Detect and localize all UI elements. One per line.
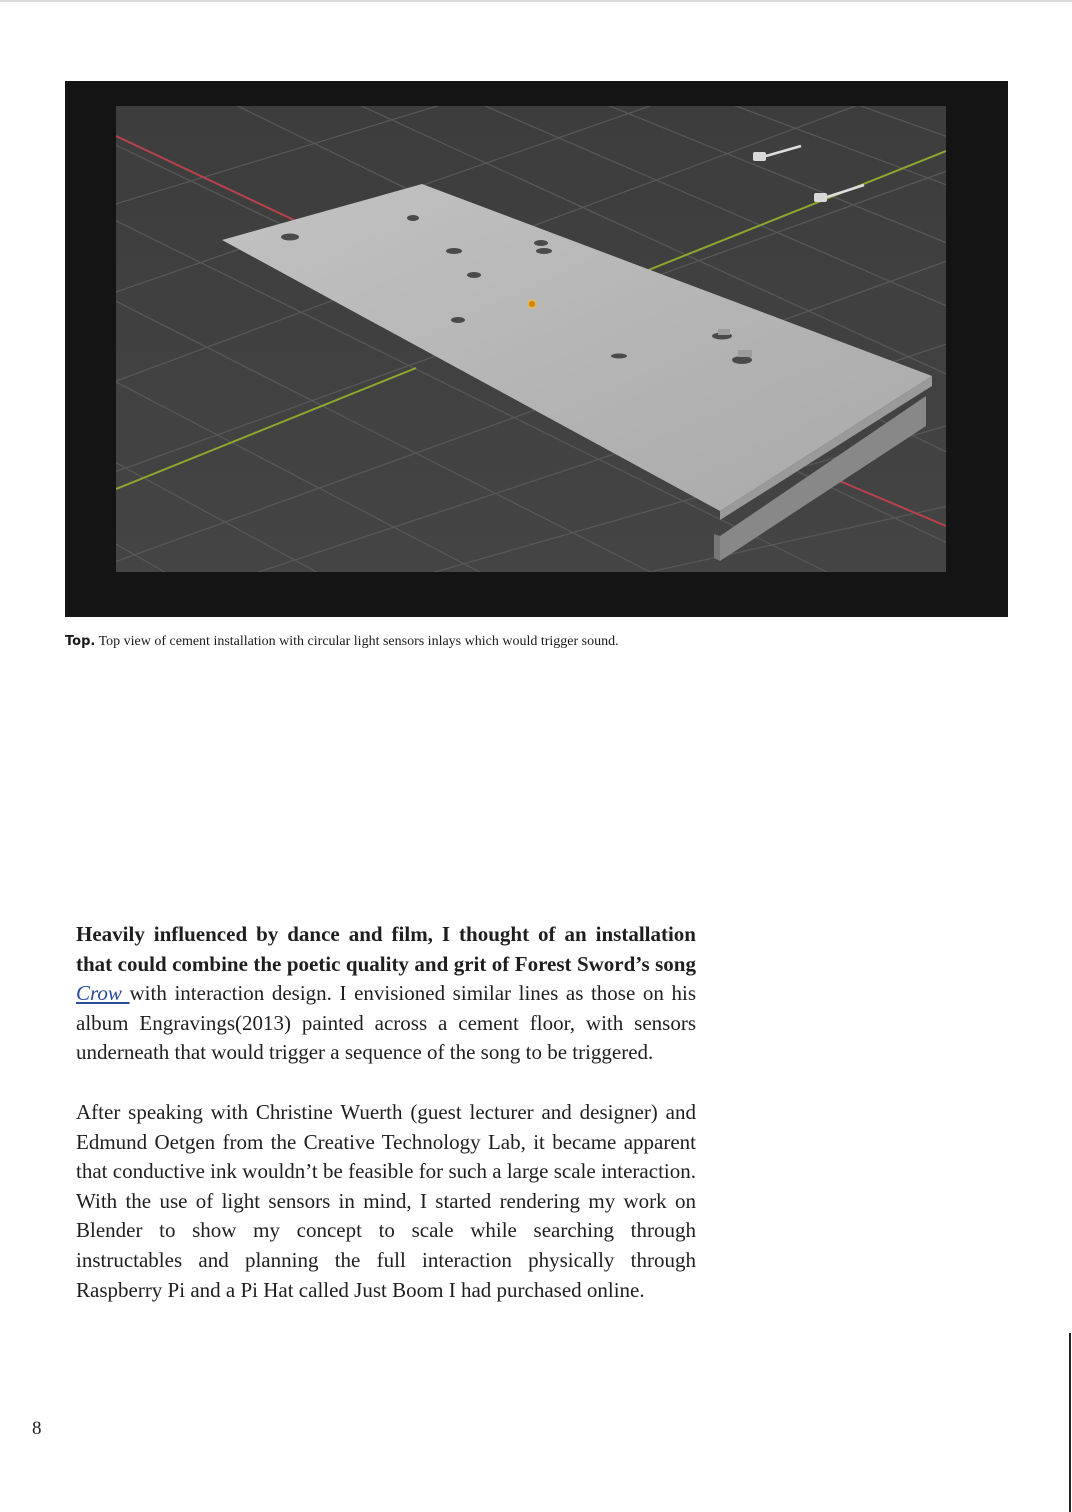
- caption-label: Top.: [65, 634, 96, 649]
- blender-render-image: [116, 106, 946, 572]
- right-edge-line: [1069, 1333, 1071, 1512]
- paragraph-1-rest: with interaction design. I envisioned similar lines as those on his album Engravings(2013) painted across a cement floor, with sensors underneath that would trigger a sequence of the song to be triggered.: [76, 981, 696, 1065]
- figure-frame: [65, 81, 1008, 617]
- top-rule: [0, 0, 1072, 2]
- paragraph-1: [76, 920, 696, 1068]
- page-number: 8: [32, 1418, 42, 1439]
- figure-caption: [65, 634, 965, 650]
- paragraph-2: After speaking with Christine Wuerth (guest lecturer and designer) and Edmund Oetgen from the Creative Technology Lab, it became apparent that conductive ink wouldn’t be feasible for such a large scale interaction. With the use of light sensors in mind, I started rendering my work on Blender to show my concept to scale while searching through instructables and planning the full interaction physically through Raspberry Pi and a Pi Hat called Just Boom I had purchased online.: [76, 1100, 696, 1302]
- paragraph-1-lead: Heavily influenced by dance and film, I thought of an installation that could combine the poetic quality and grit of Forest Sword’s song: [76, 922, 696, 976]
- caption-text: Top view of cement installation with circular light sensors inlays which would trigger sound.: [95, 634, 619, 649]
- crow-song-link[interactable]: Crow: [76, 981, 130, 1006]
